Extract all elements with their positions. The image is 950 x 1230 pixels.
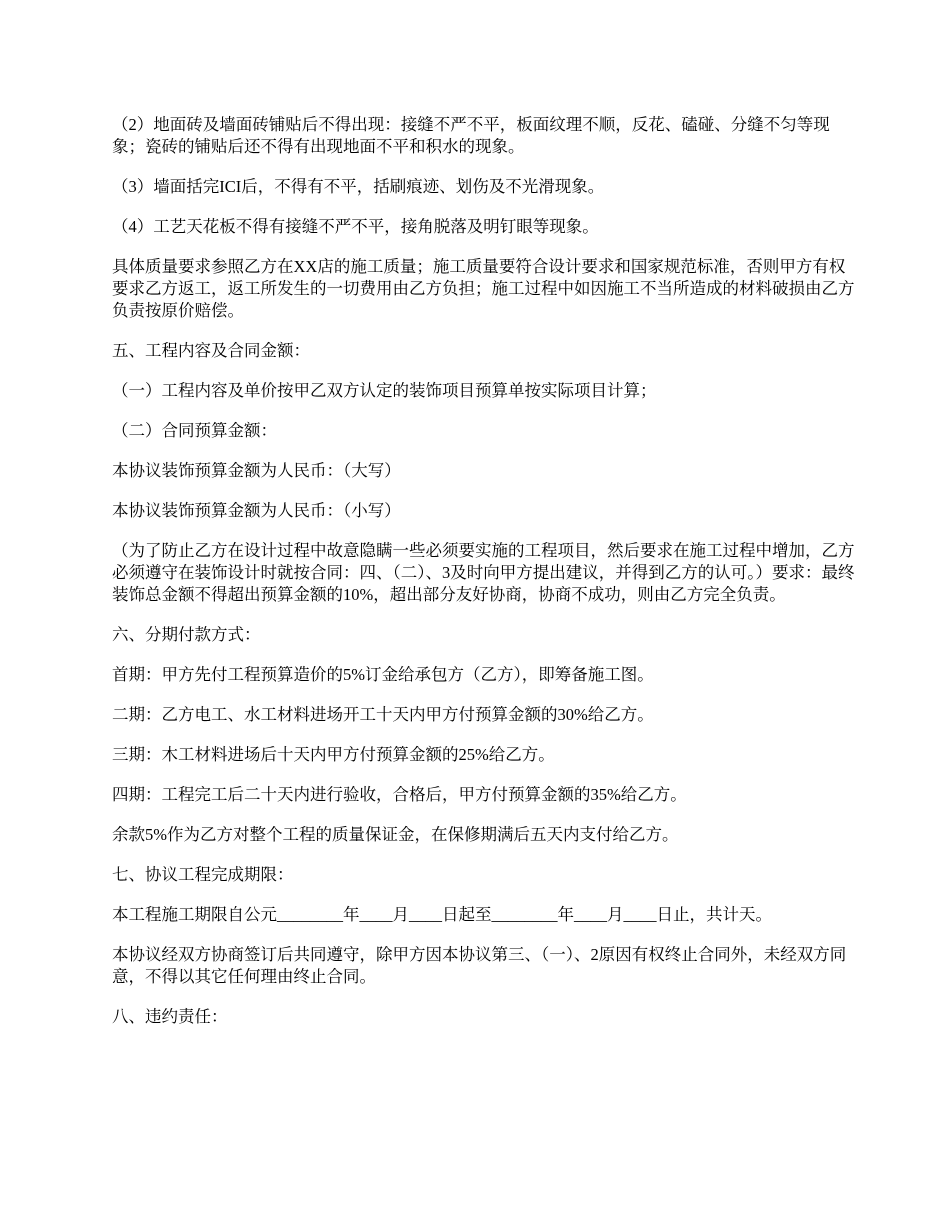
construction-period: 本工程施工期限自公元________年____月____日起至________年____月____日止，共计天。 — [112, 905, 772, 924]
budget-amount-uppercase: 本协议装饰预算金额为人民币：（大写） — [112, 461, 401, 480]
quality-clause-4: （4）工艺天花板不得有接缝不严不平，接角脱落及明钉眼等现象。 — [112, 217, 599, 236]
section-6-heading: 六、分期付款方式： — [112, 625, 261, 644]
payment-phase-3: 三期：木工材料进场后十天内甲方付预算金额的25%给乙方。 — [112, 745, 555, 764]
section-5-item-2: （二）合同预算金额： — [112, 421, 277, 440]
quality-requirements-paragraph: 具体质量要求参照乙方在XX店的施工质量；施工质量要符合设计要求和国家规范标准，否则甲方有权要求乙方返工，返工所发生的一切费用由乙方负担；施工过程中如因施工不当所造成的材料破损由乙方负责按原价赔偿。 — [112, 257, 855, 320]
section-8-heading: 八、违约责任： — [112, 1007, 228, 1026]
payment-phase-2: 二期：乙方电工、水工材料进场开工十天内甲方付预算金额的30%给乙方。 — [112, 705, 654, 724]
budget-limit-paragraph: （为了防止乙方在设计过程中故意隐瞒一些必须要实施的工程项目，然后要求在施工过程中增加，乙方必须遵守在装饰设计时就按合同：四、（二）、3及时向甲方提出建议，并得到乙方的认可。）要求：最终装饰总金额不得超出预算金额的10%，超出部分友好协商，协商不成功，则由乙方完全负责。 — [112, 541, 855, 604]
quality-clause-2: （2）地面砖及墙面砖铺贴后不得出现：接缝不严不平，板面纹理不顺，反花、磕碰、分缝不匀等现象；瓷砖的铺贴后还不得有出现地面不平和积水的现象。 — [112, 115, 830, 156]
document-body — [112, 114, 857, 1046]
section-5-item-1: （一）工程内容及单价按甲乙双方认定的装饰项目预算单按实际项目计算； — [112, 381, 657, 400]
payment-balance: 余款5%作为乙方对整个工程的质量保证金，在保修期满后五天内支付给乙方。 — [112, 825, 679, 844]
payment-phase-4: 四期：工程完工后二十天内进行验收，合格后，甲方付预算金额的35%给乙方。 — [112, 785, 687, 804]
section-5-heading: 五、工程内容及合同金额： — [112, 341, 310, 360]
payment-phase-1: 首期：甲方先付工程预算造价的5%订金给承包方（乙方），即筹备施工图。 — [112, 665, 654, 684]
section-7-heading: 七、协议工程完成期限： — [112, 865, 294, 884]
termination-clause: 本协议经双方协商签订后共同遵守，除甲方因本协议第三、（一）、2原因有权终止合同外，未经双方同意，不得以其它任何理由终止合同。 — [112, 945, 847, 986]
quality-clause-3: （3）墙面括完ICI后，不得有不平，括刷痕迹、划伤及不光滑现象。 — [112, 177, 605, 196]
budget-amount-lowercase: 本协议装饰预算金额为人民币：（小写） — [112, 501, 401, 520]
